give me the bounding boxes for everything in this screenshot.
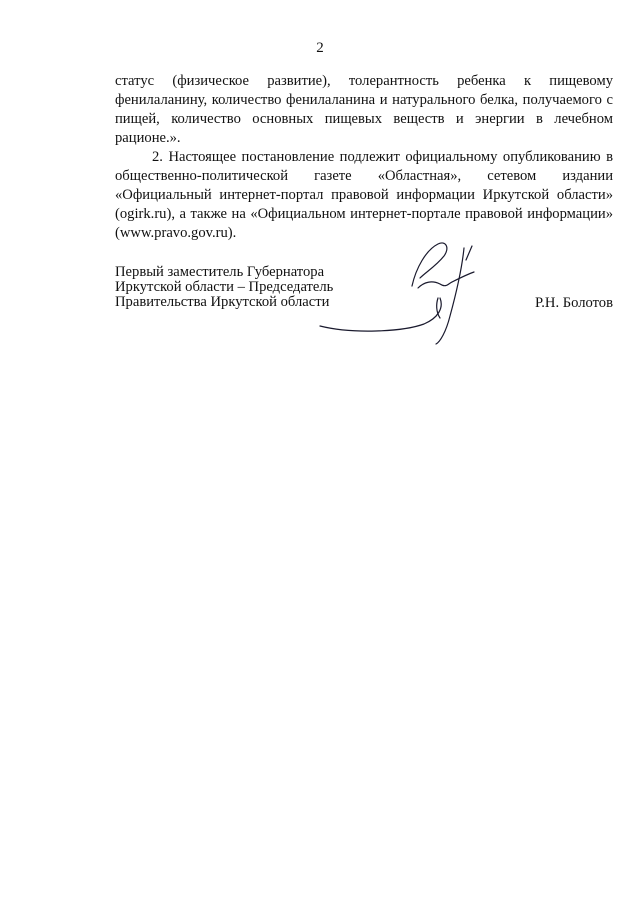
signer-position-line-3: Правительства Иркутской области [115,294,330,310]
signature-block [115,265,333,310]
signer-position-line-2: Иркутской области – Председатель [115,279,334,295]
document-body [115,72,613,243]
signer-name: Р.Н. Болотов [534,295,613,311]
handwritten-signature [312,238,502,348]
paragraph-publication: 2. Настоящее постановление подлежит официальному опубликованию в общественно-политической газете «Областная», сетевом издании «Официальный интернет-портал правовой информации Иркутской области» (ogirk.ru), а также на «Официальном интернет-портале правовой информации» (www.pravo.gov.ru). [115,149,613,241]
paragraph-continuation: статус (физическое развитие), толерантность ребенка к пищевому фенилаланину, количество фенилаланина и натурального белка, получаемого с пищей, количество основных пищевых веществ и энергии в лечебном рационе.». [115,73,613,146]
signer-position-line-1: Первый заместитель Губернатора [115,264,325,280]
page-number: 2 [316,40,324,56]
